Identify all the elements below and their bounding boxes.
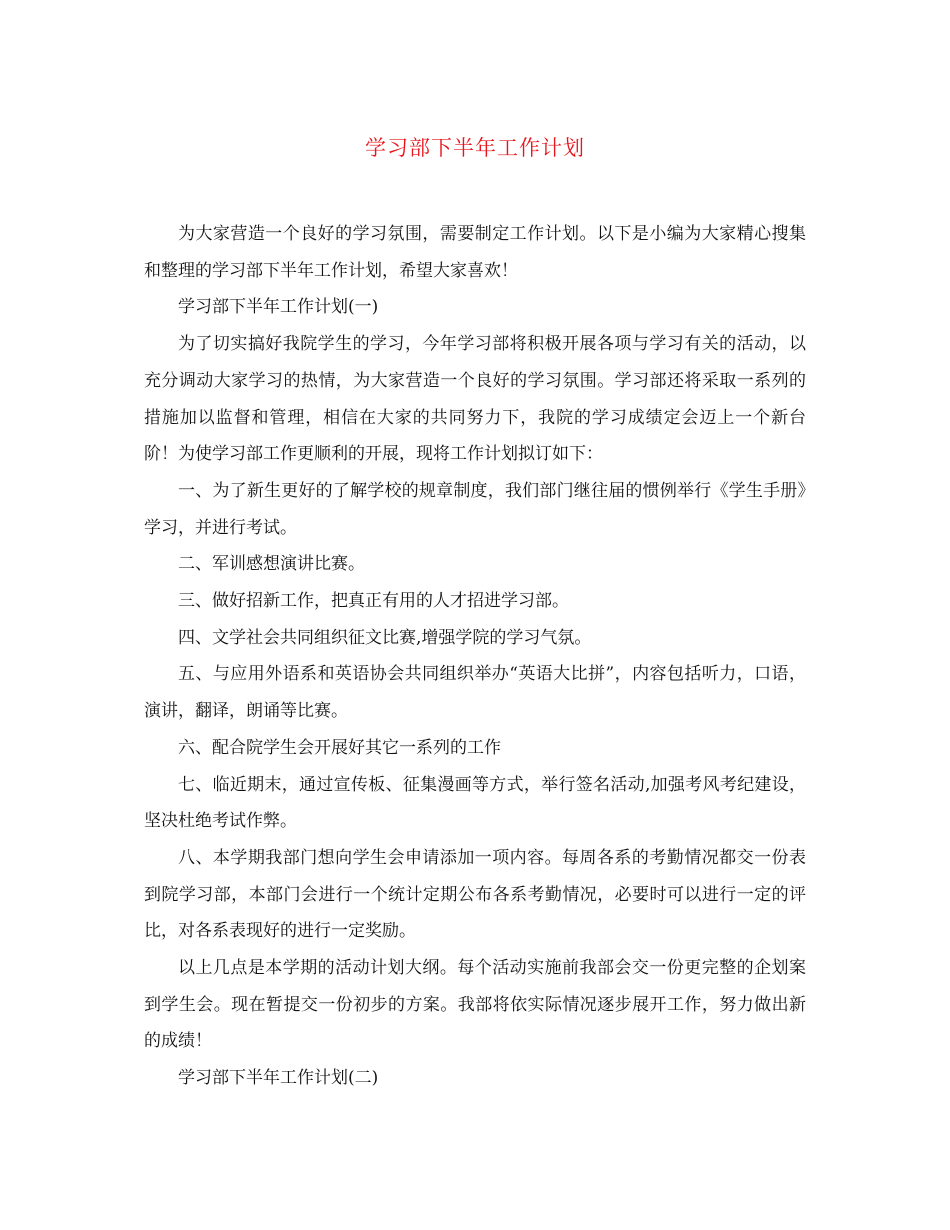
document-title: 学习部下半年工作计划: [365, 136, 585, 160]
document-body: [144, 216, 806, 1097]
list-item-2: 二、军训感想演讲比赛。: [178, 554, 365, 575]
list-item-1: 一、为了新生更好的了解学校的规章制度，我们部门继往届的惯例举行《学生手册》学习，并进行考试。: [144, 480, 806, 538]
section-heading-1: 学习部下半年工作计划(一): [178, 297, 379, 318]
list-item-4: 四、文学社会共同组织征文比赛,增强学院的学习气氛。: [178, 627, 592, 648]
list-item-7: 七、临近期末，通过宣传板、征集漫画等方式，举行签名活动,加强考风考纪建设，坚决杜绝考试作弊。: [144, 774, 806, 832]
list-item-3: 三、做好招新工作，把真正有用的人才招进学习部。: [178, 591, 569, 612]
intro-paragraph: 为大家营造一个良好的学习氛围，需要制定工作计划。以下是小编为大家精心搜集和整理的学习部下半年工作计划，希望大家喜欢！: [144, 224, 806, 281]
list-item-5: 五、与应用外语系和英语协会共同组织举办“英语大比拼”，内容包括听力，口语，演讲，翻译，朗诵等比赛。: [144, 664, 806, 722]
summary-paragraph: 以上几点是本学期的活动计划大纲。每个活动实施前我部会交一份更完整的企划案到学生会。现在暂提交一份初步的方案。我部将依实际情况逐步展开工作，努力做出新的成绩！: [144, 958, 806, 1052]
body-paragraph: 为了切实搞好我院学生的学习，今年学习部将积极开展各项与学习有关的活动，以充分调动大家学习的热情，为大家营造一个良好的学习氛围。学习部还将采取一系列的措施加以监督和管理，相信在大家的共同努力下，我院的学习成绩定会迈上一个新台阶！为使学习部工作更顺利的开展，现将工作计划拟订如下：: [144, 334, 806, 465]
list-item-8: 八、本学期我部门想向学生会申请添加一项内容。每周各系的考勤情况都交一份表到院学习部，本部门会进行一个统计定期公布各系考勤情况，必要时可以进行一定的评比，对各系表现好的进行一定奖励。: [144, 847, 806, 942]
list-item-6: 六、配合院学生会开展好其它一系列的工作: [178, 737, 501, 758]
section-heading-2: 学习部下半年工作计划(二): [178, 1068, 379, 1089]
